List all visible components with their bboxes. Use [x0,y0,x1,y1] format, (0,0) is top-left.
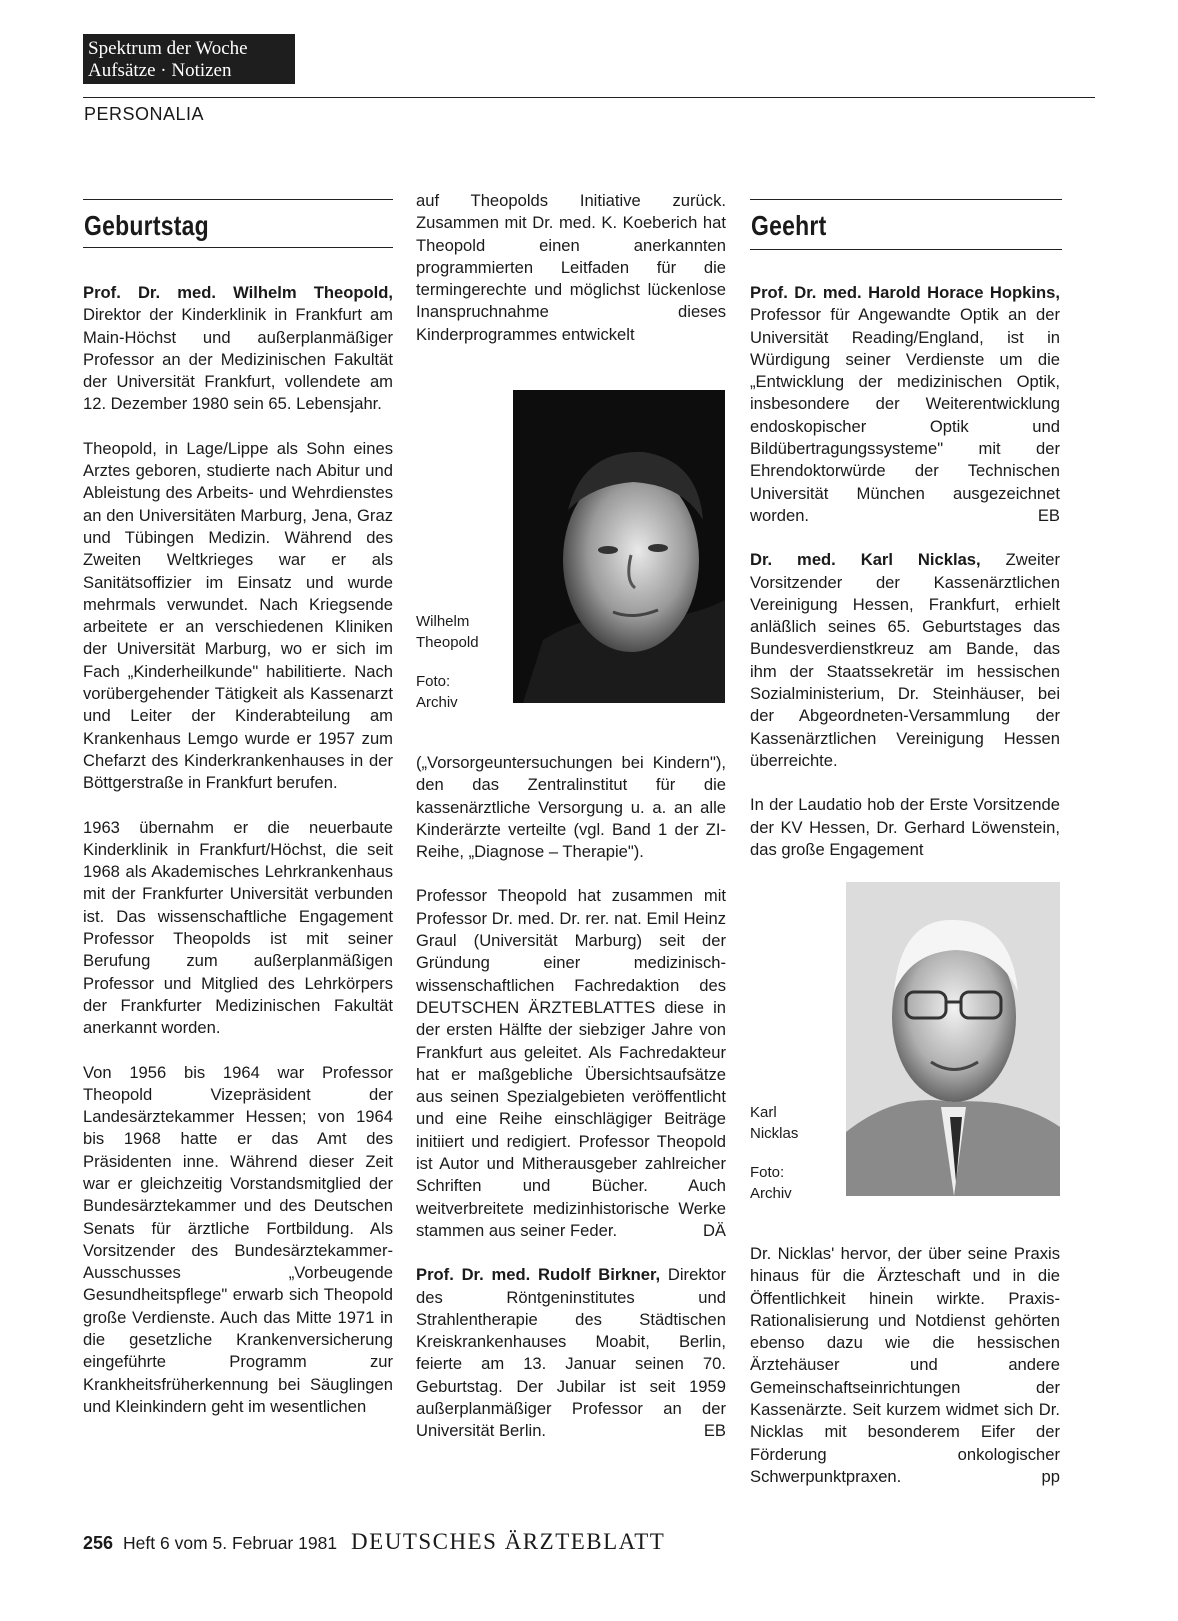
caption-name [416,611,506,653]
caption-credit-line: Foto: [416,673,451,690]
portrait-photo-nicklas [846,882,1060,1196]
paragraph-text: Direktor des Röntgeninstitutes und Strahlentherapie des Städtischen Kreiskrankenhauses Moabit, Berlin, feierte am 13. Januar seinen 70. Geburtstag. Der Jubilar ist seit 1959 außerplanmäßiger Professor an der Universität Berlin. [416,1265,726,1441]
page-footer [83,1529,665,1555]
paragraph-text: Zweiter Vorsitzender der Kassenärztlichen Vereinigung Hessen, Frankfurt, erhielt anläßlich seines 65. Geburtstages das Bundesverdienstkreuz am Bande, das ihm der Staatssekretär im hessischen Sozialministerium, Dr. Steinhäuser, bei der Abgeordneten-Versammlung der Kassenärztlichen Vereinigung Hessen überreichte. [750,550,1060,770]
paragraph: Theopold, in Lage/Lippe als Sohn eines Arztes geboren, studierte nach Abitur und Ableistung des Arbeits- und Wehrdienstes an den Universitäten Marburg, Jena, Graz und Tübingen Medizin. Während des Zweiten Weltkrieges war er als Sanitätsoffizier im Einsatz und wurde mehrmals verwundet. Nach Kriegsende arbeitete er an verschiedenen Kliniken der Universität Marburg, wo er sich im Fach „Kinderheilkunde" habilitierte. Nach vorübergehender Tätigkeit als Kassenarzt und Leiter der Kinderabteilung am Krankenhaus Lemgo wurde er 1957 zum Chefarzt des Kinderkrankenhauses in der Böttgerstraße in Frankfurt berufen. [83,438,393,793]
paragraph: („Vorsorgeuntersuchungen bei Kindern"), den das Zentralinstitut für die kassenärztliche Versorgung u. a. an alle Kinderärzte verteilte (vgl. Band 1 der ZI-Reihe, „Diagnose – Therapie"). [416,753,726,862]
caption-credit-line: Foto: [750,1164,785,1181]
caption-credit-line: Archiv [750,1185,792,1202]
author-initials: pp [1041,1466,1060,1486]
person-name: Dr. med. Karl Nicklas, [750,550,981,570]
column-1 [83,282,393,1440]
paragraph: 1963 übernahm er die neuerbaute Kinderklinik in Frankfurt/Höchst, die seit 1968 als Akademisches Lehrkrankenhaus mit der Frankfurter Universität verbunden ist. Das wissenschaftliche Engagement Professor Theopolds ist mit seiner Berufung zum außerplanmäßigen Professor und Mitglied des Lehrkörpers der Frankfurter Medizinischen Fakultät anerkannt worden. [83,817,393,1038]
column-3-top [750,282,1060,883]
paragraph [416,1264,726,1442]
caption-credit [416,671,506,713]
portrait-photo-theopold [513,390,725,703]
author-initials: EB [1037,505,1060,525]
column-3-bottom [750,1243,1060,1510]
person-name: Prof. Dr. med. Harold Horace Hopkins, [750,283,1060,302]
heading-rule-top [750,199,1062,200]
paragraph [750,282,1060,527]
caption-name-line: Wilhelm [416,613,470,630]
caption-name-line: Karl [750,1104,777,1121]
paragraph: auf Theopolds Initiative zurück. Zusammen mit Dr. med. K. Koeberich hat Theopold einen anerkannten programmierten Leitfaden für die termingerechte und möglichst lückenlose Inanspruchnahme dieses Kinderprogrammes entwickelt [416,191,726,344]
heading-rule-top [83,199,393,200]
issue-info: Heft 6 vom 5. Februar 1981 [123,1533,338,1553]
person-name: Prof. Dr. med. Wilhelm Theopold, [83,283,393,302]
paragraph-text: Direktor der Kinderklinik in Frankfurt am Main-Höchst und außerplanmäßiger Professor an der Medizinischen Fakultät der Universität Frankfurt, vollendete am 12. Dezember 1980 sein 65. Lebensjahr. [83,305,393,414]
paragraph [416,885,726,1242]
column-2-top [416,190,726,368]
caption-name-line: Nicklas [750,1125,799,1142]
paragraph: Von 1956 bis 1964 war Professor Theopold Vizepräsident der Landesärztekammer Hessen; von 1964 bis 1968 hatte er das Amt des Präsidenten inne. Während dieser Zeit war er gleichzeitig Vorstandsmitglied der Bundesärztekammer und des Deutschen Senats für ärztliche Fortbildung. Als Vorsitzender des Bundesärztekammer-Ausschusses „Vorbeugende Gesundheitspflege" erwarb sich Theopold große Verdienste. Auch das Mitte 1971 in die gesetzliche Krankenversicherung eingeführte Programm zur Krankheitsfrüherkennung bei Säuglingen und Kleinkindern geht im wesentlichen [83,1062,393,1416]
paragraph-text: Professor Theopold hat zusammen mit Professor Dr. med. Dr. rer. nat. Emil Heinz Graul (Universität Marburg) seit der Gründung einer medizinisch-wissenschaftlichen Fachredaktion des DEUTSCHEN ÄRZTEBLATTES diese in der ersten Hälfte der siebziger Jahre von Frankfurt aus geleitet. Als Fachredakteur hat er maßgebliche Übersichtsaufsätze aus seinen Spezialgebieten veröffentlicht und eine Reihe einschlägiger Beiträge initiiert und redigiert. Professor Theopold ist Autor und Mitherausgeber zahlreicher Schriften und Bücher. Auch weitverbreitete medizinhistorische Werke stammen aus seiner Feder. [416,886,726,1240]
section-label-line2: Aufsätze · Notizen [88,60,232,81]
caption-nicklas [750,1102,840,1222]
page-number: 256 [83,1533,114,1553]
heading-geburtstag: Geburtstag [84,210,209,241]
section-title: PERSONALIA [84,104,205,124]
paragraph [750,1243,1060,1488]
caption-credit [750,1162,840,1204]
column-2-bottom [416,752,726,1465]
heading-rule-bottom [83,247,393,248]
heading-geehrt: Geehrt [751,210,827,241]
caption-name-line: Theopold [416,634,479,651]
author-initials: EB [703,1421,726,1441]
journal-title: DEUTSCHES ÄRZTEBLATT [351,1529,666,1554]
caption-name [750,1102,840,1144]
caption-credit-line: Archiv [416,694,458,711]
top-rule [83,97,1095,98]
paragraph-text: Professor für Angewandte Optik an der Universität Reading/England, ist in Würdigung seiner Verdienste um die „Entwicklung der medizinischen Optik, insbesondere der Weiterentwicklung endoskopischer Optik und Bildübertragungssysteme" mit der Ehrendoktorwürde der Technischen Universität München ausgezeichnet worden. [750,305,1060,525]
paragraph-text: Dr. Nicklas' hervor, der über seine Praxis hinaus für die Ärzteschaft und in die Öffentlichkeit hinein wirkte. Praxis-Rationalisierung und Notdienst gehörten ebenso dazu wie die hessischen Ärztehäuser und andere Gemeinschaftseinrichtungen der Kassenärzte. Seit kurzem widmet sich Dr. Nicklas mit besonderem Eifer der Förderung onkologischer Schwerpunktpraxen. [750,1244,1060,1486]
section-label-box [83,34,295,84]
section-label-line1: Spektrum der Woche [88,38,248,59]
heading-rule-bottom [750,249,1062,250]
paragraph [83,282,393,416]
author-initials: DÄ [702,1220,726,1240]
paragraph: In der Laudatio hob der Erste Vorsitzende der KV Hessen, Dr. Gerhard Löwenstein, das große Engagement [750,795,1060,859]
caption-theopold [416,611,506,731]
paragraph [750,549,1060,772]
person-name: Prof. Dr. med. Rudolf Birkner, [416,1265,661,1285]
